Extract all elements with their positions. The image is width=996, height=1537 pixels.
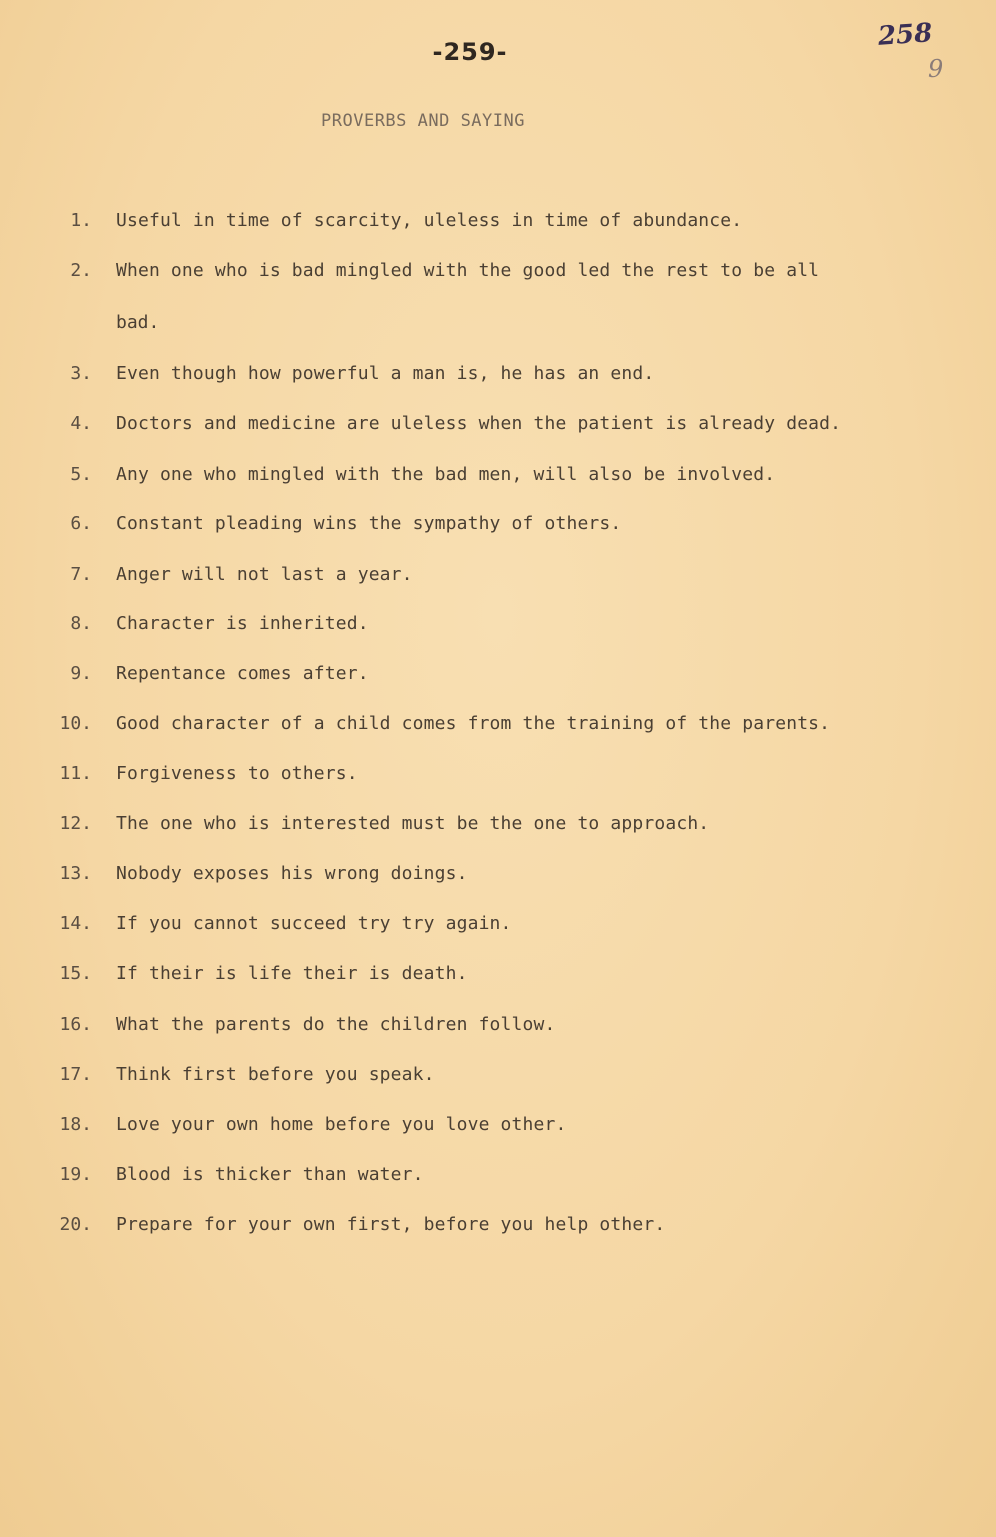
proverb-number: 8. (70, 613, 92, 634)
proverb-number: 3. (70, 363, 92, 384)
proverb-text: Forgiveness to others. (116, 763, 358, 784)
proverb-number: 7. (70, 564, 92, 585)
proverb-number: 18. (59, 1114, 92, 1135)
proverb-text: If their is life their is death. (116, 963, 468, 984)
proverb-text: Repentance comes after. (116, 663, 369, 684)
proverb-text: What the parents do the children follow. (116, 1014, 556, 1035)
proverb-text-continuation: bad. (116, 312, 160, 333)
proverb-text: Love your own home before you love other. (116, 1114, 567, 1135)
proverb-number: 1. (70, 210, 92, 231)
proverb-text: Good character of a child comes from the training of the parents. (116, 713, 831, 734)
archive-number-handwritten: 258 (877, 18, 934, 52)
proverb-number: 9. (70, 663, 92, 684)
page-title: PROVERBS AND SAYING (321, 111, 525, 131)
proverb-text: Constant pleading wins the sympathy of others. (116, 513, 622, 534)
proverb-number: 11. (59, 763, 92, 784)
proverb-number: 2. (70, 260, 92, 281)
proverb-number: 19. (59, 1164, 92, 1185)
proverb-text: Any one who mingled with the bad men, will also be involved. (116, 464, 776, 485)
proverb-number: 13. (59, 863, 92, 884)
proverb-text: Doctors and medicine are uleless when the patient is already dead. (116, 413, 842, 434)
proverb-number: 17. (59, 1064, 92, 1085)
proverb-text: Character is inherited. (116, 613, 369, 634)
proverb-text: Think first before you speak. (116, 1064, 435, 1085)
proverb-text: If you cannot succeed try try again. (116, 913, 512, 934)
proverb-number: 6. (70, 513, 92, 534)
proverb-text: Prepare for your own first, before you help other. (116, 1214, 666, 1235)
proverb-number: 14. (59, 913, 92, 934)
proverb-text: Useful in time of scarcity, uleless in time of abundance. (116, 210, 743, 231)
proverb-number: 10. (59, 713, 92, 734)
proverb-text: When one who is bad mingled with the good led the rest to be all (116, 260, 820, 281)
proverb-text: The one who is interested must be the one to approach. (116, 813, 710, 834)
proverb-text: Nobody exposes his wrong doings. (116, 863, 468, 884)
proverb-number: 5. (70, 464, 92, 485)
proverb-text: Even though how powerful a man is, he has an end. (116, 363, 655, 384)
page-number: -259- (432, 38, 508, 66)
archive-sub-number-handwritten: 9 (928, 55, 944, 83)
proverb-number: 12. (59, 813, 92, 834)
proverb-number: 4. (70, 413, 92, 434)
proverb-number: 20. (59, 1214, 92, 1235)
proverb-number: 15. (59, 963, 92, 984)
proverb-text: Blood is thicker than water. (116, 1164, 424, 1185)
proverb-text: Anger will not last a year. (116, 564, 413, 585)
proverb-number: 16. (59, 1014, 92, 1035)
